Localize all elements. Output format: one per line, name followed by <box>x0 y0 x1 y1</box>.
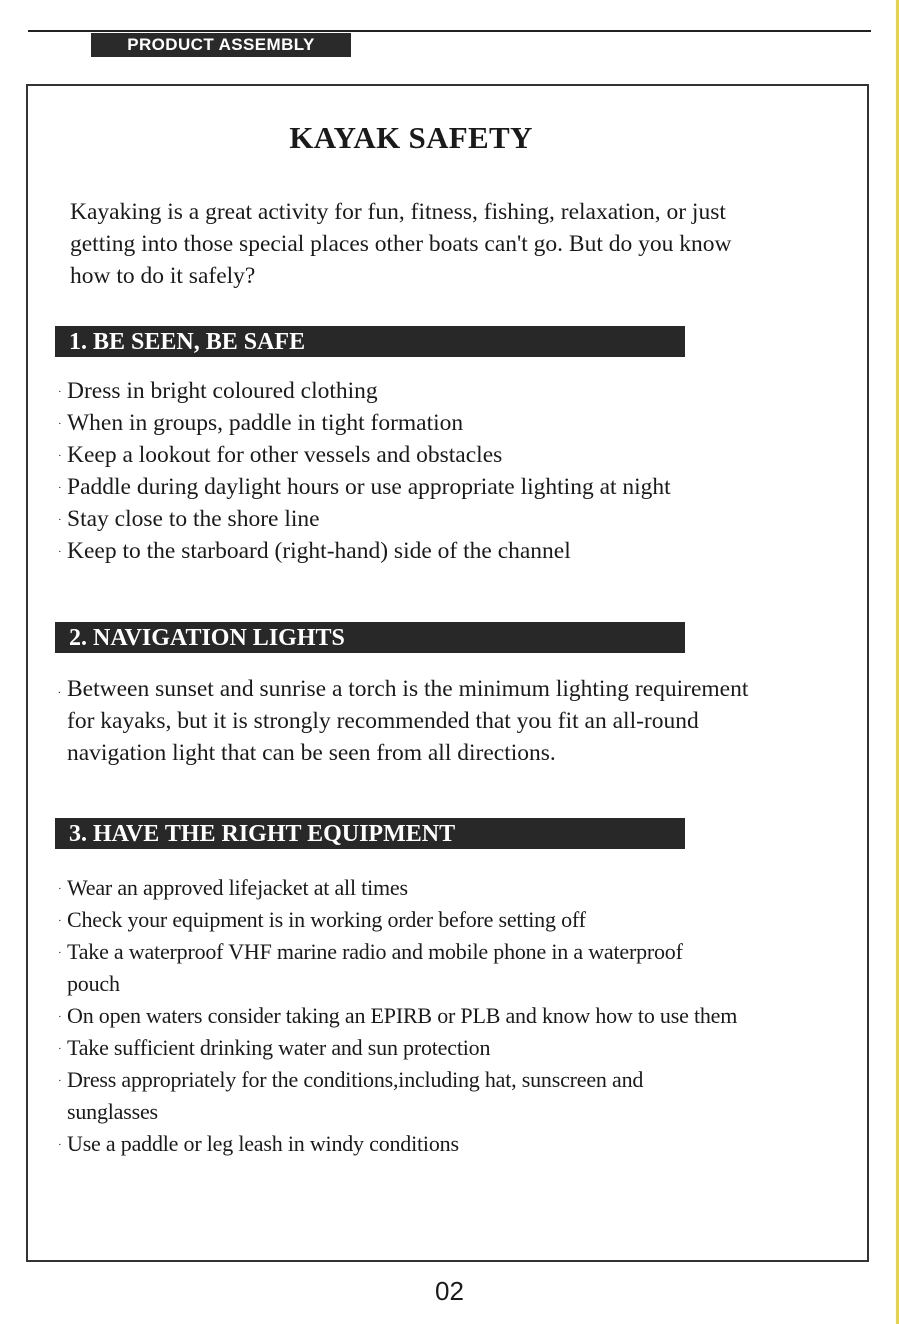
list-item: · Paddle during daylight hours or use appropriate lighting at night <box>58 474 671 500</box>
page-number: 02 <box>435 1276 464 1306</box>
list-item-continuation: pouch <box>67 971 120 996</box>
be-seen-list <box>58 375 671 567</box>
bullet-icon: · <box>58 482 62 494</box>
bullet-icon: · <box>58 1043 62 1055</box>
bullet-icon: . <box>58 684 61 696</box>
list-item: · Take a waterproof VHF marine radio and mobile phone in a waterproof <box>58 939 683 964</box>
bullet-icon: · <box>58 514 62 526</box>
intro-line: getting into those special places other boats can't go. But do you know <box>70 231 732 257</box>
header-rule <box>28 30 871 32</box>
bullet-icon: · <box>58 947 62 959</box>
bullet-icon: · <box>58 546 62 558</box>
list-item: · Wear an approved lifejacket at all times <box>58 875 408 900</box>
bullet-icon: · <box>58 1075 62 1087</box>
list-item: · Keep a lookout for other vessels and obstacles <box>58 442 503 468</box>
bullet-icon: · <box>58 386 62 398</box>
list-item: · On open waters consider taking an EPIRB or PLB and know how to use them <box>58 1003 738 1028</box>
list-item: · Check your equipment is in working order before setting off <box>58 907 586 932</box>
intro-paragraph <box>70 196 870 292</box>
list-item: · Stay close to the shore line <box>58 506 320 532</box>
header-tag: PRODUCT ASSEMBLY <box>91 33 351 57</box>
navigation-lights-text <box>58 673 867 769</box>
bullet-icon: · <box>58 1139 62 1151</box>
intro-line: Kayaking is a great activity for fun, fitness, fishing, relaxation, or just <box>70 199 726 225</box>
text-line: Between sunset and sunrise a torch is the minimum lighting requirement <box>67 676 749 702</box>
text-line: navigation light that can be seen from all directions. <box>67 740 556 766</box>
text-line: for kayaks, but it is strongly recommended that you fit an all-round <box>67 708 699 734</box>
list-item: · Dress in bright coloured clothing <box>58 378 378 404</box>
section-heading-be-seen: 1. BE SEEN, BE SAFE <box>55 326 685 357</box>
bullet-icon: · <box>58 450 62 462</box>
section-heading-equipment: 3. HAVE THE RIGHT EQUIPMENT <box>55 818 685 849</box>
bullet-icon: · <box>58 883 62 895</box>
section-heading-navigation-lights: 2. NAVIGATION LIGHTS <box>55 622 685 653</box>
equipment-list <box>58 872 737 1160</box>
list-item: · Use a paddle or leg leash in windy conditions <box>58 1131 459 1156</box>
list-item-continuation: sunglasses <box>67 1099 158 1124</box>
list-item: · When in groups, paddle in tight formation <box>58 410 464 436</box>
bullet-icon: · <box>58 418 62 430</box>
list-item: · Keep to the starboard (right-hand) side of the channel <box>58 538 571 564</box>
bullet-icon: · <box>58 1011 62 1023</box>
page-title: KAYAK SAFETY <box>289 120 533 155</box>
list-item: · Dress appropriately for the conditions,including hat, sunscreen and <box>58 1067 644 1092</box>
bullet-icon: · <box>58 915 62 927</box>
list-item: · Take sufficient drinking water and sun protection <box>58 1035 491 1060</box>
intro-line: how to do it safely? <box>70 263 256 289</box>
